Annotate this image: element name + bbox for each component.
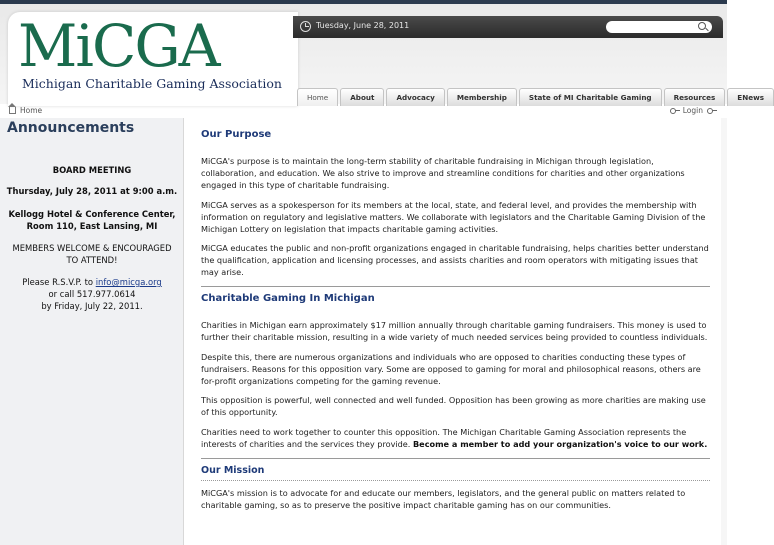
site-logo[interactable]: MiCGA: [18, 12, 219, 80]
clock-icon: [300, 21, 311, 32]
nav-about[interactable]: About: [340, 88, 384, 106]
rsvp-deadline: by Friday, July 22, 2011.: [41, 301, 143, 311]
mission-heading: Our Mission: [201, 465, 265, 476]
site-header: [0, 4, 765, 104]
announcements-title: Announcements: [7, 120, 135, 136]
login-label[interactable]: Login: [682, 106, 703, 115]
search-input[interactable]: [606, 21, 712, 33]
purpose-paragraph-2: MiCGA serves as a spokesperson for its members at the local, state, and federal level, and provides the membership with information on regulatory and legislative matters. We collaborate with legislators and the Charitable Gaming Division of the Michigan Lottery on legislation that impacts charitable gaming activities.: [201, 200, 706, 234]
rsvp-line: [0, 276, 184, 288]
login-link[interactable]: [670, 106, 713, 115]
meeting-date: Thursday, July 28, 2011 at 9:00 a.m.: [6, 186, 178, 196]
nav-enews[interactable]: ENews: [727, 88, 774, 106]
become-member-link[interactable]: Become a member to add your organization's voice to our work.: [412, 438, 708, 449]
welcome-line-1: MEMBERS WELCOME & ENCOURAGED: [12, 243, 172, 253]
breadcrumb: [9, 106, 42, 115]
utility-bar: [293, 16, 723, 38]
gaming-paragraph-4: [201, 427, 710, 451]
breadcrumb-home[interactable]: Home: [20, 106, 43, 115]
nav-membership[interactable]: Membership: [447, 88, 517, 106]
home-icon: [9, 107, 16, 114]
logo-panel[interactable]: [8, 12, 298, 106]
section-divider: [201, 458, 710, 459]
purpose-heading: Our Purpose: [201, 129, 272, 140]
page-edge: [721, 118, 727, 545]
announcements-sidebar: [0, 118, 184, 545]
mission-paragraph-1: MiCGA's mission is to advocate for and educate our members, legislators, and the general public on matters related to charitable gaming, so as to preserve the positive impact charitable gaming has on our communities.: [201, 488, 686, 510]
section-divider: [201, 480, 710, 481]
rsvp-prefix: Please R.S.V.P. to: [22, 277, 96, 287]
nav-resources[interactable]: Resources: [664, 88, 726, 106]
gaming-paragraph-3: This opposition is powerful, well connected and well funded. Opposition has been growing as more charities are making use of this opportunity.: [201, 395, 706, 417]
nav-advocacy[interactable]: Advocacy: [386, 88, 444, 106]
meeting-venue-1: Kellogg Hotel & Conference Center,: [8, 209, 176, 219]
welcome-line-2: TO ATTEND!: [66, 255, 118, 265]
gaming-paragraph-4-text: Charities need to work together to counter this opposition. The Michigan Charitable Gaming Association represents the interests of charities and the services they provide.: [201, 427, 687, 449]
meeting-title: BOARD MEETING: [52, 165, 132, 175]
key-icon: [670, 108, 679, 113]
current-date: Tuesday, June 28, 2011: [316, 21, 410, 30]
meeting-venue-2: Room 110, East Lansing, MI: [26, 221, 158, 231]
gaming-paragraph-2: Despite this, there are numerous organizations and individuals who are opposed to charities conducting these types of fundraisers. Reasons for this opposition vary. Some are opposed to gaming for moral and philosophical reasons, others are for-profit organizations competing for the gaming revenue.: [201, 352, 701, 386]
search-icon[interactable]: [698, 22, 706, 30]
purpose-paragraph-3: MiCGA educates the public and non-profit organizations engaged in charitable fundraising, helps charities better understand the qualification, application and licensing processes, and assists charities and room operators with mitigating issues that may arise.: [201, 243, 709, 277]
main-nav: [297, 88, 774, 106]
user-icon: [707, 108, 713, 113]
gaming-paragraph-1: Charities in Michigan earn approximately $17 million annually through charitable gaming fundraisers. This money is used to further their charitable mission, resulting in a wide variety of much needed services being provided to countless individuals.: [201, 320, 708, 342]
rsvp-email-link[interactable]: info@micga.org: [95, 277, 162, 287]
nav-state-of-mi-charitable-gaming[interactable]: State of MI Charitable Gaming: [519, 88, 662, 106]
gaming-heading: Charitable Gaming In Michigan: [201, 293, 375, 304]
rsvp-phone: or call 517.977.0614: [48, 289, 136, 299]
site-tagline: Michigan Charitable Gaming Association: [22, 76, 282, 91]
purpose-paragraph-1: MiCGA's purpose is to maintain the long-term stability of charitable fundraising in Michigan through legislation, collaboration, and education. We also strive to improve and streamline conditions for charities and other organizations engaged in this type of charitable fundraising.: [201, 156, 685, 190]
nav-home[interactable]: Home: [297, 88, 338, 106]
section-divider: [201, 286, 710, 287]
